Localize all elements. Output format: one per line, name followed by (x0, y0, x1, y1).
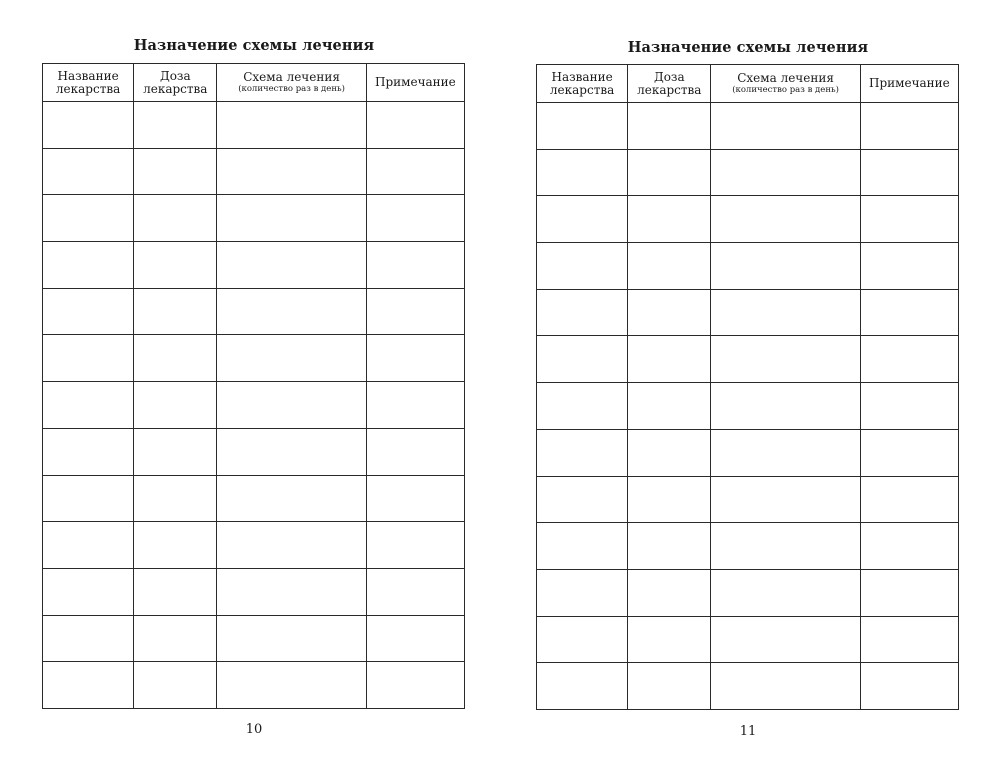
cell-remark (860, 336, 958, 383)
cell-dose (628, 569, 711, 616)
table-row (537, 663, 959, 710)
cell-scheme (711, 383, 860, 430)
table-row (537, 289, 959, 336)
header-remark (860, 65, 958, 103)
table-row (43, 662, 465, 709)
cell-scheme (711, 616, 860, 663)
cell-scheme (711, 196, 860, 243)
cell-dose (628, 289, 711, 336)
cell-dose (628, 476, 711, 523)
cell-remark (366, 475, 464, 522)
cell-scheme (711, 569, 860, 616)
cell-scheme (711, 429, 860, 476)
cell-medicine-name (537, 569, 628, 616)
table-row (43, 568, 465, 615)
table-row (537, 243, 959, 290)
cell-scheme (711, 243, 860, 290)
cell-dose (134, 148, 217, 195)
cell-scheme (711, 523, 860, 570)
cell-dose (134, 428, 217, 475)
cell-dose (134, 615, 217, 662)
cell-dose (628, 149, 711, 196)
cell-scheme (217, 568, 366, 615)
cell-dose (134, 335, 217, 382)
cell-remark (860, 476, 958, 523)
table-row (43, 615, 465, 662)
table-row (43, 335, 465, 382)
cell-dose (134, 195, 217, 242)
cell-dose (134, 522, 217, 569)
header-medicine-name-label: Название лекарства (55, 68, 121, 96)
cell-dose (628, 103, 711, 150)
table-body (537, 103, 959, 710)
cell-scheme (217, 102, 366, 149)
table-body (43, 102, 465, 709)
cell-medicine-name (537, 476, 628, 523)
cell-medicine-name (537, 103, 628, 150)
header-scheme (711, 65, 860, 103)
cell-medicine-name (43, 568, 134, 615)
cell-medicine-name (537, 149, 628, 196)
page-right (500, 0, 1000, 775)
cell-remark (860, 103, 958, 150)
header-dose-label: Доза лекарства (143, 68, 208, 96)
cell-dose (134, 242, 217, 289)
cell-dose (628, 243, 711, 290)
treatment-schedule-table (42, 63, 465, 709)
cell-remark (860, 616, 958, 663)
header-remark (366, 64, 464, 102)
cell-medicine-name (537, 523, 628, 570)
cell-remark (860, 289, 958, 336)
cell-dose (628, 429, 711, 476)
cell-scheme (217, 662, 366, 709)
cell-scheme (217, 242, 366, 289)
cell-remark (366, 288, 464, 335)
cell-dose (134, 662, 217, 709)
cell-medicine-name (43, 662, 134, 709)
table-row (537, 429, 959, 476)
cell-dose (628, 196, 711, 243)
cell-scheme (711, 336, 860, 383)
cell-remark (366, 195, 464, 242)
cell-remark (366, 242, 464, 289)
page-number: 11 (739, 724, 757, 739)
cell-medicine-name (43, 335, 134, 382)
cell-dose (628, 523, 711, 570)
table-row (43, 102, 465, 149)
cell-medicine-name (43, 195, 134, 242)
cell-dose (134, 382, 217, 429)
cell-medicine-name (537, 663, 628, 710)
table-row (43, 475, 465, 522)
header-medicine-name-label: Название лекарства (549, 69, 615, 97)
cell-dose (134, 475, 217, 522)
page-title: Назначение схемы лечения (627, 39, 869, 56)
cell-medicine-name (537, 383, 628, 430)
header-scheme-label: Схема лечения (243, 69, 340, 84)
cell-remark (860, 569, 958, 616)
cell-dose (628, 663, 711, 710)
cell-medicine-name (43, 288, 134, 335)
page-number: 10 (245, 722, 263, 737)
cell-remark (366, 615, 464, 662)
table-row (537, 336, 959, 383)
cell-medicine-name (43, 148, 134, 195)
cell-dose (628, 616, 711, 663)
cell-scheme (217, 615, 366, 662)
table-row (43, 288, 465, 335)
cell-medicine-name (537, 336, 628, 383)
cell-scheme (217, 382, 366, 429)
cell-remark (860, 663, 958, 710)
cell-scheme (217, 522, 366, 569)
cell-remark (366, 148, 464, 195)
cell-dose (628, 336, 711, 383)
cell-medicine-name (43, 382, 134, 429)
table-header-row (537, 65, 959, 103)
table-row (43, 522, 465, 569)
cell-medicine-name (537, 429, 628, 476)
table-row (537, 523, 959, 570)
cell-medicine-name (537, 616, 628, 663)
table-row (43, 195, 465, 242)
page-title: Назначение схемы лечения (133, 37, 375, 54)
header-remark-label: Примечание (374, 75, 456, 89)
cell-dose (134, 102, 217, 149)
treatment-schedule-table (536, 64, 959, 710)
table-row (537, 616, 959, 663)
cell-medicine-name (43, 475, 134, 522)
header-scheme-note: (количество раз в день) (238, 83, 345, 94)
cell-scheme (217, 335, 366, 382)
cell-medicine-name (537, 243, 628, 290)
cell-scheme (217, 288, 366, 335)
cell-medicine-name (537, 289, 628, 336)
cell-remark (860, 149, 958, 196)
cell-scheme (711, 289, 860, 336)
table-row (537, 196, 959, 243)
cell-remark (366, 568, 464, 615)
cell-remark (860, 383, 958, 430)
cell-medicine-name (537, 196, 628, 243)
cell-dose (134, 288, 217, 335)
table-header-row (43, 64, 465, 102)
table-row (43, 148, 465, 195)
cell-scheme (217, 195, 366, 242)
table-row (43, 428, 465, 475)
table-row (43, 382, 465, 429)
cell-remark (366, 102, 464, 149)
cell-medicine-name (43, 522, 134, 569)
cell-remark (366, 662, 464, 709)
cell-medicine-name (43, 615, 134, 662)
cell-medicine-name (43, 102, 134, 149)
header-medicine-name (537, 65, 628, 103)
table-row (537, 476, 959, 523)
table-row (537, 149, 959, 196)
cell-scheme (711, 149, 860, 196)
cell-scheme (711, 663, 860, 710)
table-row (43, 242, 465, 289)
header-dose (628, 65, 711, 103)
cell-remark (860, 429, 958, 476)
cell-scheme (711, 476, 860, 523)
header-remark-label: Примечание (868, 76, 950, 90)
table-row (537, 103, 959, 150)
cell-medicine-name (43, 242, 134, 289)
cell-remark (860, 523, 958, 570)
cell-medicine-name (43, 428, 134, 475)
header-medicine-name (43, 64, 134, 102)
cell-scheme (217, 428, 366, 475)
cell-remark (860, 243, 958, 290)
cell-dose (134, 568, 217, 615)
cell-remark (366, 428, 464, 475)
header-dose-label: Доза лекарства (637, 69, 702, 97)
header-dose (134, 64, 217, 102)
header-scheme-label: Схема лечения (737, 70, 834, 85)
header-scheme (217, 64, 366, 102)
cell-scheme (711, 103, 860, 150)
cell-remark (860, 196, 958, 243)
cell-dose (628, 383, 711, 430)
cell-remark (366, 382, 464, 429)
cell-remark (366, 522, 464, 569)
table-row (537, 569, 959, 616)
table-row (537, 383, 959, 430)
cell-scheme (217, 475, 366, 522)
cell-remark (366, 335, 464, 382)
header-scheme-note: (количество раз в день) (732, 84, 839, 95)
cell-scheme (217, 148, 366, 195)
